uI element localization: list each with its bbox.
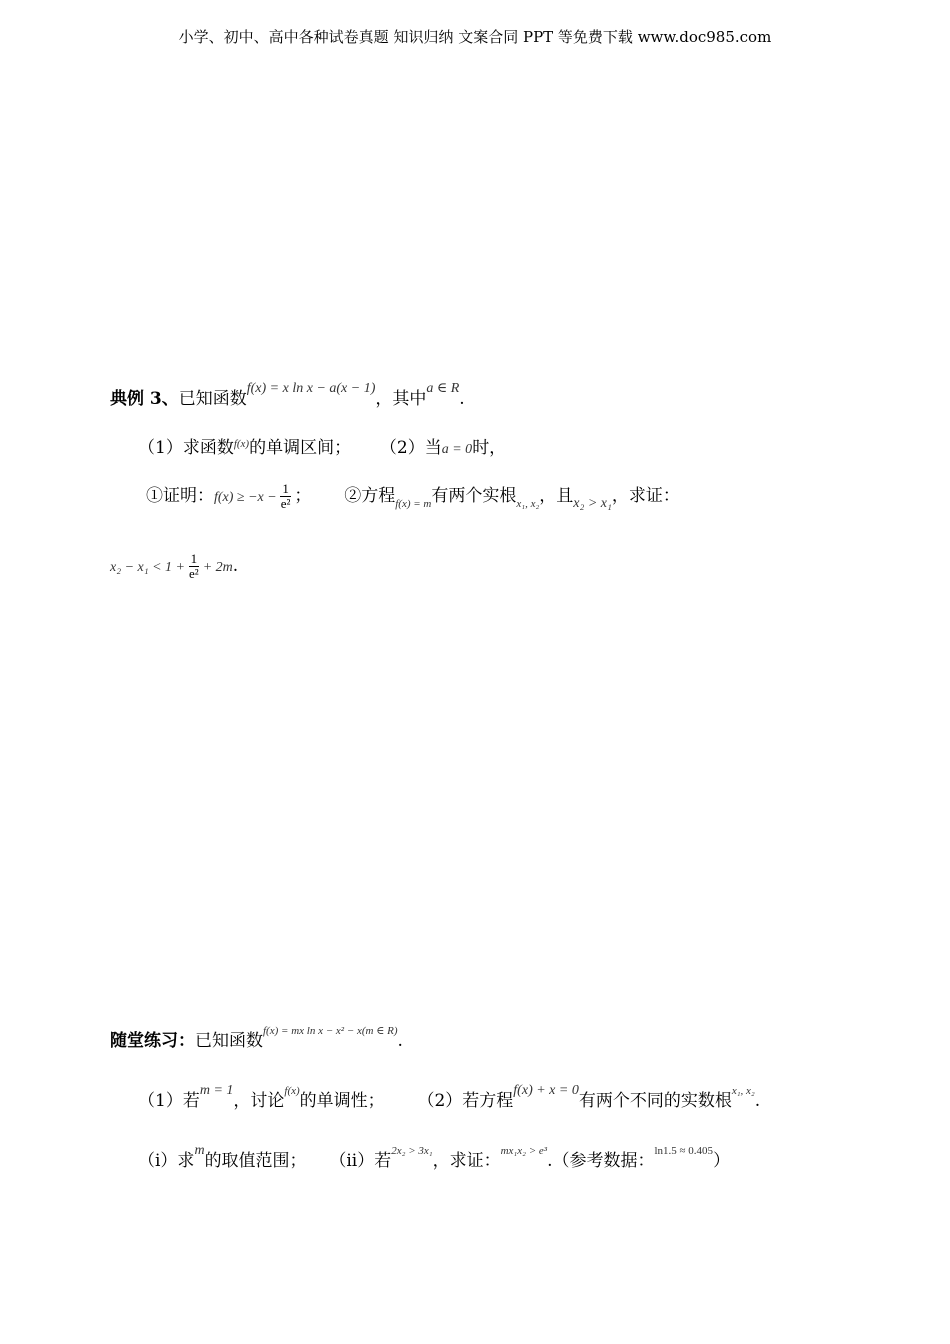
fraction: $\frac{1}{\text{e²}}$: [189, 551, 199, 581]
example3-condition: a ∈ R: [426, 381, 460, 396]
fraction: $\frac{1}{\text{e²}}$: [280, 481, 291, 511]
practice-question-line: （1）若m = 1，讨论f(x)的单调性； （2）若方程f(x) + x = 0有两个不同的实数根x₁, x₂.: [138, 1083, 761, 1111]
example3-statement: 典例 3、已知函数f(x) = x ln x − a(x − 1)，其中a ∈ R.: [110, 388, 465, 412]
example3-intro: 已知函数: [178, 389, 247, 409]
example3-function: f(x) = x ln x − a(x − 1): [246, 381, 376, 396]
example3-question-line: （1）求函数f(x)的单调区间； （2）当a = 0时，: [138, 438, 507, 458]
example3-subquestions: ①证明：f(x) ≥ −x − $\frac{1}{\text{e²}}$ ； ②方程f(x) = m有两个实根x₁, x₂，且x₂ > x₁，求证：: [146, 481, 680, 511]
example3-conclusion: x₂ − x₁ < 1 + $\frac{1}{\text{e²}}$ + 2m.: [110, 551, 239, 581]
example3-inequality: f(x) ≥ −x −: [214, 490, 277, 505]
practice-function: f(x) = mx ln x − x² − x(m ∈ R): [263, 1025, 398, 1037]
practice-title: 随堂练习: [110, 1031, 178, 1051]
example3-title: 典例 3: [110, 389, 162, 409]
reference-data: ln1.5 ≈ 0.405: [654, 1145, 714, 1157]
practice-subquestion-line: （i）求m的取值范围； （ii）若2x₂ > 3x₁，求证：mx₁x₂ > e³.（参考数据：ln1.5 ≈ 0.405）: [138, 1150, 730, 1174]
page-header: 小学、初中、高中各种试卷真题 知识归纳 文案合同 PPT 等免费下载 www.doc985.com: [178, 28, 772, 46]
practice-statement: 随堂练习：已知函数f(x) = mx ln x − x² − x(m ∈ R).: [110, 1030, 403, 1054]
